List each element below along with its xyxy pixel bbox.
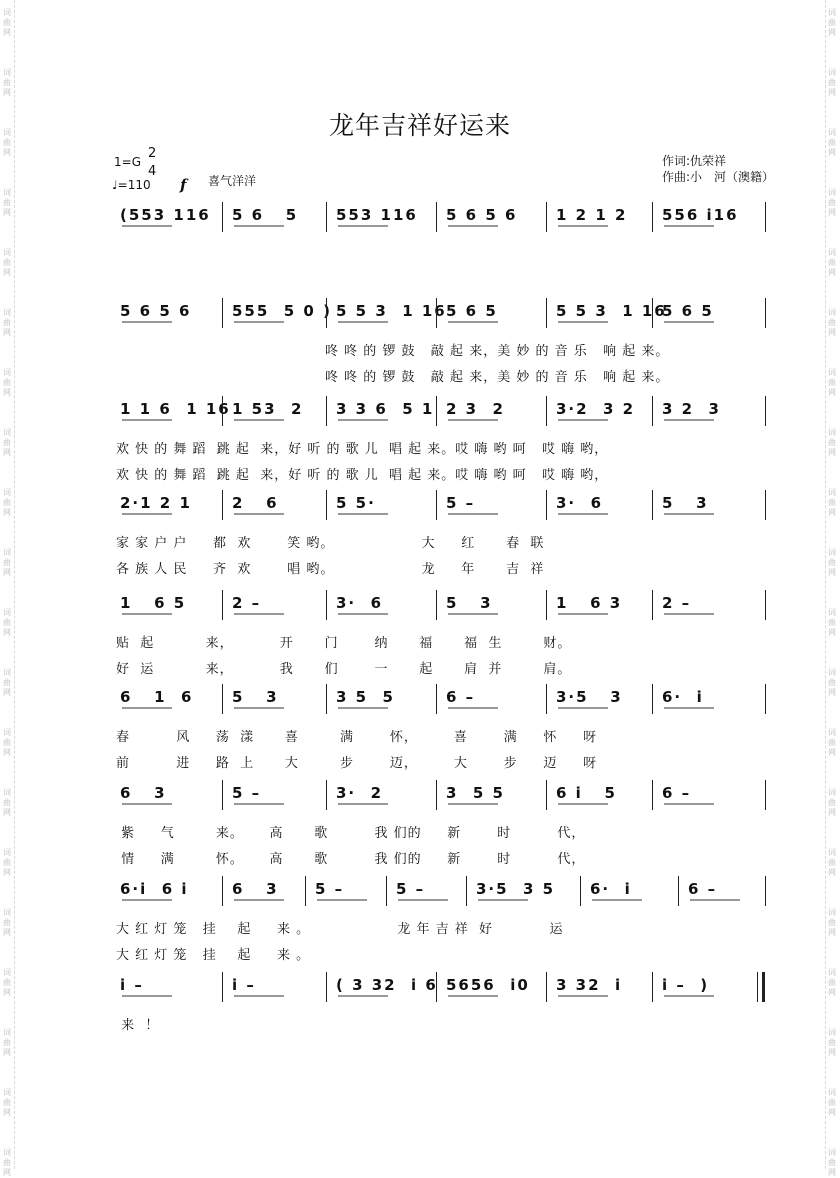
measure-notes: 3 2 3 [662, 400, 721, 418]
measure-notes: 5 3 [662, 494, 709, 512]
song-title: 龙年吉祥好运来 [328, 111, 511, 140]
measure-notes: 6 3 [232, 880, 279, 898]
measure-notes: 6· i [590, 880, 632, 898]
measure-notes: 3· 6 [336, 594, 384, 612]
measure-notes: ( 3 32 i 6 [336, 976, 438, 994]
beam-marks [0, 590, 840, 630]
measure-notes: 6 1 6 [120, 688, 194, 706]
measure-notes: 2 6 [232, 494, 279, 512]
measure-notes: 2 – [232, 594, 262, 612]
measure-notes: 5656 i0 [446, 976, 530, 994]
lyric-line: 情 满 怀。 高 歌 我 们的 新 时 代， [116, 852, 586, 867]
measure-notes: 5 – [396, 880, 426, 898]
measure-notes: 2 3 2 [446, 400, 505, 418]
measure-notes: (553 116 [120, 206, 211, 224]
time-signature-bottom: 4 [148, 164, 157, 179]
measure-notes: 6 – [662, 784, 692, 802]
watermark-text: 词 曲 网 [828, 248, 836, 277]
measure-notes: 3 32 i [556, 976, 623, 994]
measure-notes: 3· 6 [556, 494, 604, 512]
watermark-text: 词 曲 网 [3, 1028, 11, 1057]
time-signature-top: 2 [148, 146, 157, 161]
measure-notes: 3· 2 [336, 784, 384, 802]
watermark-text: 词 曲 网 [828, 1148, 836, 1177]
measure-notes: 553 116 [336, 206, 418, 224]
watermark-text: 词 曲 网 [828, 68, 836, 97]
measure-notes: i – [120, 976, 144, 994]
watermark-text: 词 曲 网 [3, 8, 11, 37]
watermark-text: 词 曲 网 [3, 788, 11, 817]
beam-marks [0, 780, 840, 820]
watermark-text: 词 曲 网 [3, 188, 11, 217]
watermark-text: 词 曲 网 [3, 128, 11, 157]
watermark-text: 词 曲 网 [828, 788, 836, 817]
measure-notes: 6·i 6 i [120, 880, 189, 898]
watermark-text: 词 曲 网 [828, 728, 836, 757]
beam-marks [0, 396, 840, 436]
watermark-text: 词 曲 网 [828, 8, 836, 37]
watermark-text: 词 曲 网 [828, 908, 836, 937]
composer: 作曲:小 河（澳籍） [662, 170, 775, 184]
watermark-text: 词 曲 网 [3, 368, 11, 397]
watermark-text: 词 曲 网 [3, 848, 11, 877]
watermark-text: 词 曲 网 [3, 608, 11, 637]
lyric-line: 春 风 荡 漾 喜 满 怀， 喜 满 怀 呀 [116, 730, 598, 745]
watermark-text: 词 曲 网 [828, 848, 836, 877]
watermark-text: 词 曲 网 [828, 128, 836, 157]
expression-mark: 喜气洋洋 [208, 174, 257, 188]
watermark-text: 词 曲 网 [3, 728, 11, 757]
measure-notes: 3·5 3 [556, 688, 623, 706]
measure-notes: 3·2 3 2 [556, 400, 636, 418]
watermark-text: 词 曲 网 [3, 548, 11, 577]
measure-notes: 3·5 3 5 [476, 880, 556, 898]
lyric-line: 来 ！ [116, 1018, 160, 1033]
lyric-line: 大 红 灯 笼 挂 起 来 。 龙 年 吉 祥 好 运 [116, 922, 564, 937]
lyric-line: 欢 快 的 舞 蹈 跳 起 来，好 听 的 歌 儿 唱 起 来。哎 嗨 哟 呵 哎 嗨 哟， [116, 442, 609, 457]
measure-notes: 6 i 5 [556, 784, 617, 802]
measure-notes: i – ) [662, 976, 710, 994]
measure-notes: 3 5 5 [446, 784, 505, 802]
measure-notes: 1 53 2 [232, 400, 304, 418]
lyric-line: 贴 起 来， 开 门 纳 福 福 生 财。 [116, 636, 572, 651]
key-signature: 1=G [114, 155, 141, 169]
lyricist: 作词:仇荣祥 [662, 154, 727, 168]
measure-notes: 3 3 6 5 1 [336, 400, 435, 418]
measure-notes: 1 6 5 [120, 594, 187, 612]
watermark-text: 词 曲 网 [828, 608, 836, 637]
watermark-text: 词 曲 网 [3, 428, 11, 457]
watermark-text: 词 曲 网 [828, 488, 836, 517]
lyric-line: 紫 气 来。 高 歌 我 们的 新 时 代， [116, 826, 586, 841]
measure-notes: 5 – [232, 784, 262, 802]
lyric-line: 好 运 来， 我 们 一 起 肩 并 肩。 [116, 662, 572, 677]
beam-marks [0, 876, 840, 916]
watermark-text: 词 曲 网 [828, 428, 836, 457]
measure-notes: 5 6 5 [232, 206, 299, 224]
measure-notes: 6· i [662, 688, 704, 706]
watermark-text: 词 曲 网 [828, 668, 836, 697]
measure-notes: i – [232, 976, 256, 994]
watermark-text: 词 曲 网 [828, 188, 836, 217]
dynamic-mark: f [180, 176, 187, 194]
measure-notes: 5 3 [446, 594, 493, 612]
watermark-text: 词 曲 网 [3, 908, 11, 937]
watermark-text: 词 曲 网 [828, 308, 836, 337]
watermark-text: 词 曲 网 [828, 1088, 836, 1117]
beam-marks [0, 972, 840, 1012]
measure-notes: 2 – [662, 594, 692, 612]
beam-marks [0, 298, 840, 338]
lyric-line: 大 红 灯 笼 挂 起 来 。 [116, 948, 311, 963]
measure-notes: 1 6 3 [556, 594, 623, 612]
measure-notes: 5 3 [232, 688, 279, 706]
measure-notes: 5 6 5 6 [446, 206, 518, 224]
watermark-text: 词 曲 网 [3, 488, 11, 517]
watermark-text: 词 曲 网 [3, 308, 11, 337]
watermark-text: 词 曲 网 [828, 1028, 836, 1057]
measure-notes: 1 1 6 1 16 [120, 400, 231, 418]
measure-notes: 6 – [688, 880, 718, 898]
beam-marks [0, 490, 840, 530]
measure-notes: 5 5 3 1 16 [556, 302, 667, 320]
tempo-mark: ♩=110 [112, 178, 151, 192]
measure-notes: 556 i16 [662, 206, 739, 224]
watermark-text: 词 曲 网 [3, 248, 11, 277]
watermark-text: 词 曲 网 [828, 548, 836, 577]
watermark-text: 词 曲 网 [3, 968, 11, 997]
watermark-text: 词 曲 网 [828, 368, 836, 397]
measure-notes: 5 6 5 6 [120, 302, 192, 320]
measure-notes: 5 – [446, 494, 476, 512]
lyric-line: 家 家 户 户 都 欢 笑 哟。 大 红 春 联 [116, 536, 545, 551]
measure-notes: 5 5· [336, 494, 376, 512]
watermark-text: 词 曲 网 [3, 68, 11, 97]
credits [662, 153, 774, 185]
lyric-line: 欢 快 的 舞 蹈 跳 起 来，好 听 的 歌 儿 唱 起 来。哎 嗨 哟 呵 哎 嗨 哟， [116, 468, 609, 483]
measure-notes: 2·1 2 1 [120, 494, 192, 512]
lyric-line: 咚 咚 的 锣 鼓 敲 起 来，美 妙 的 音 乐 响 起 来。 [325, 370, 670, 385]
measure-notes: 555 5 0 ) [232, 302, 332, 320]
lyric-line: 咚 咚 的 锣 鼓 敲 起 来，美 妙 的 音 乐 响 起 来。 [325, 344, 670, 359]
measure-notes: 3 5 5 [336, 688, 395, 706]
measure-notes: 5 – [315, 880, 345, 898]
watermark-text: 词 曲 网 [828, 968, 836, 997]
measure-notes: 5 5 3 1 16 [336, 302, 447, 320]
beam-marks [0, 202, 840, 242]
measure-notes: 6 3 [120, 784, 167, 802]
measure-notes: 5 6 5 [662, 302, 714, 320]
watermark-text: 词 曲 网 [3, 1088, 11, 1117]
lyric-line: 前 进 路 上 大 步 迈， 大 步 迈 呀 [116, 756, 598, 771]
lyric-line: 各 族 人 民 齐 欢 唱 哟。 龙 年 吉 祥 [116, 562, 545, 577]
beam-marks [0, 684, 840, 724]
measure-notes: 5 6 5 [446, 302, 498, 320]
watermark-text: 词 曲 网 [3, 1148, 11, 1177]
measure-notes: 6 – [446, 688, 476, 706]
measure-notes: 1 2 1 2 [556, 206, 628, 224]
watermark-text: 词 曲 网 [3, 668, 11, 697]
